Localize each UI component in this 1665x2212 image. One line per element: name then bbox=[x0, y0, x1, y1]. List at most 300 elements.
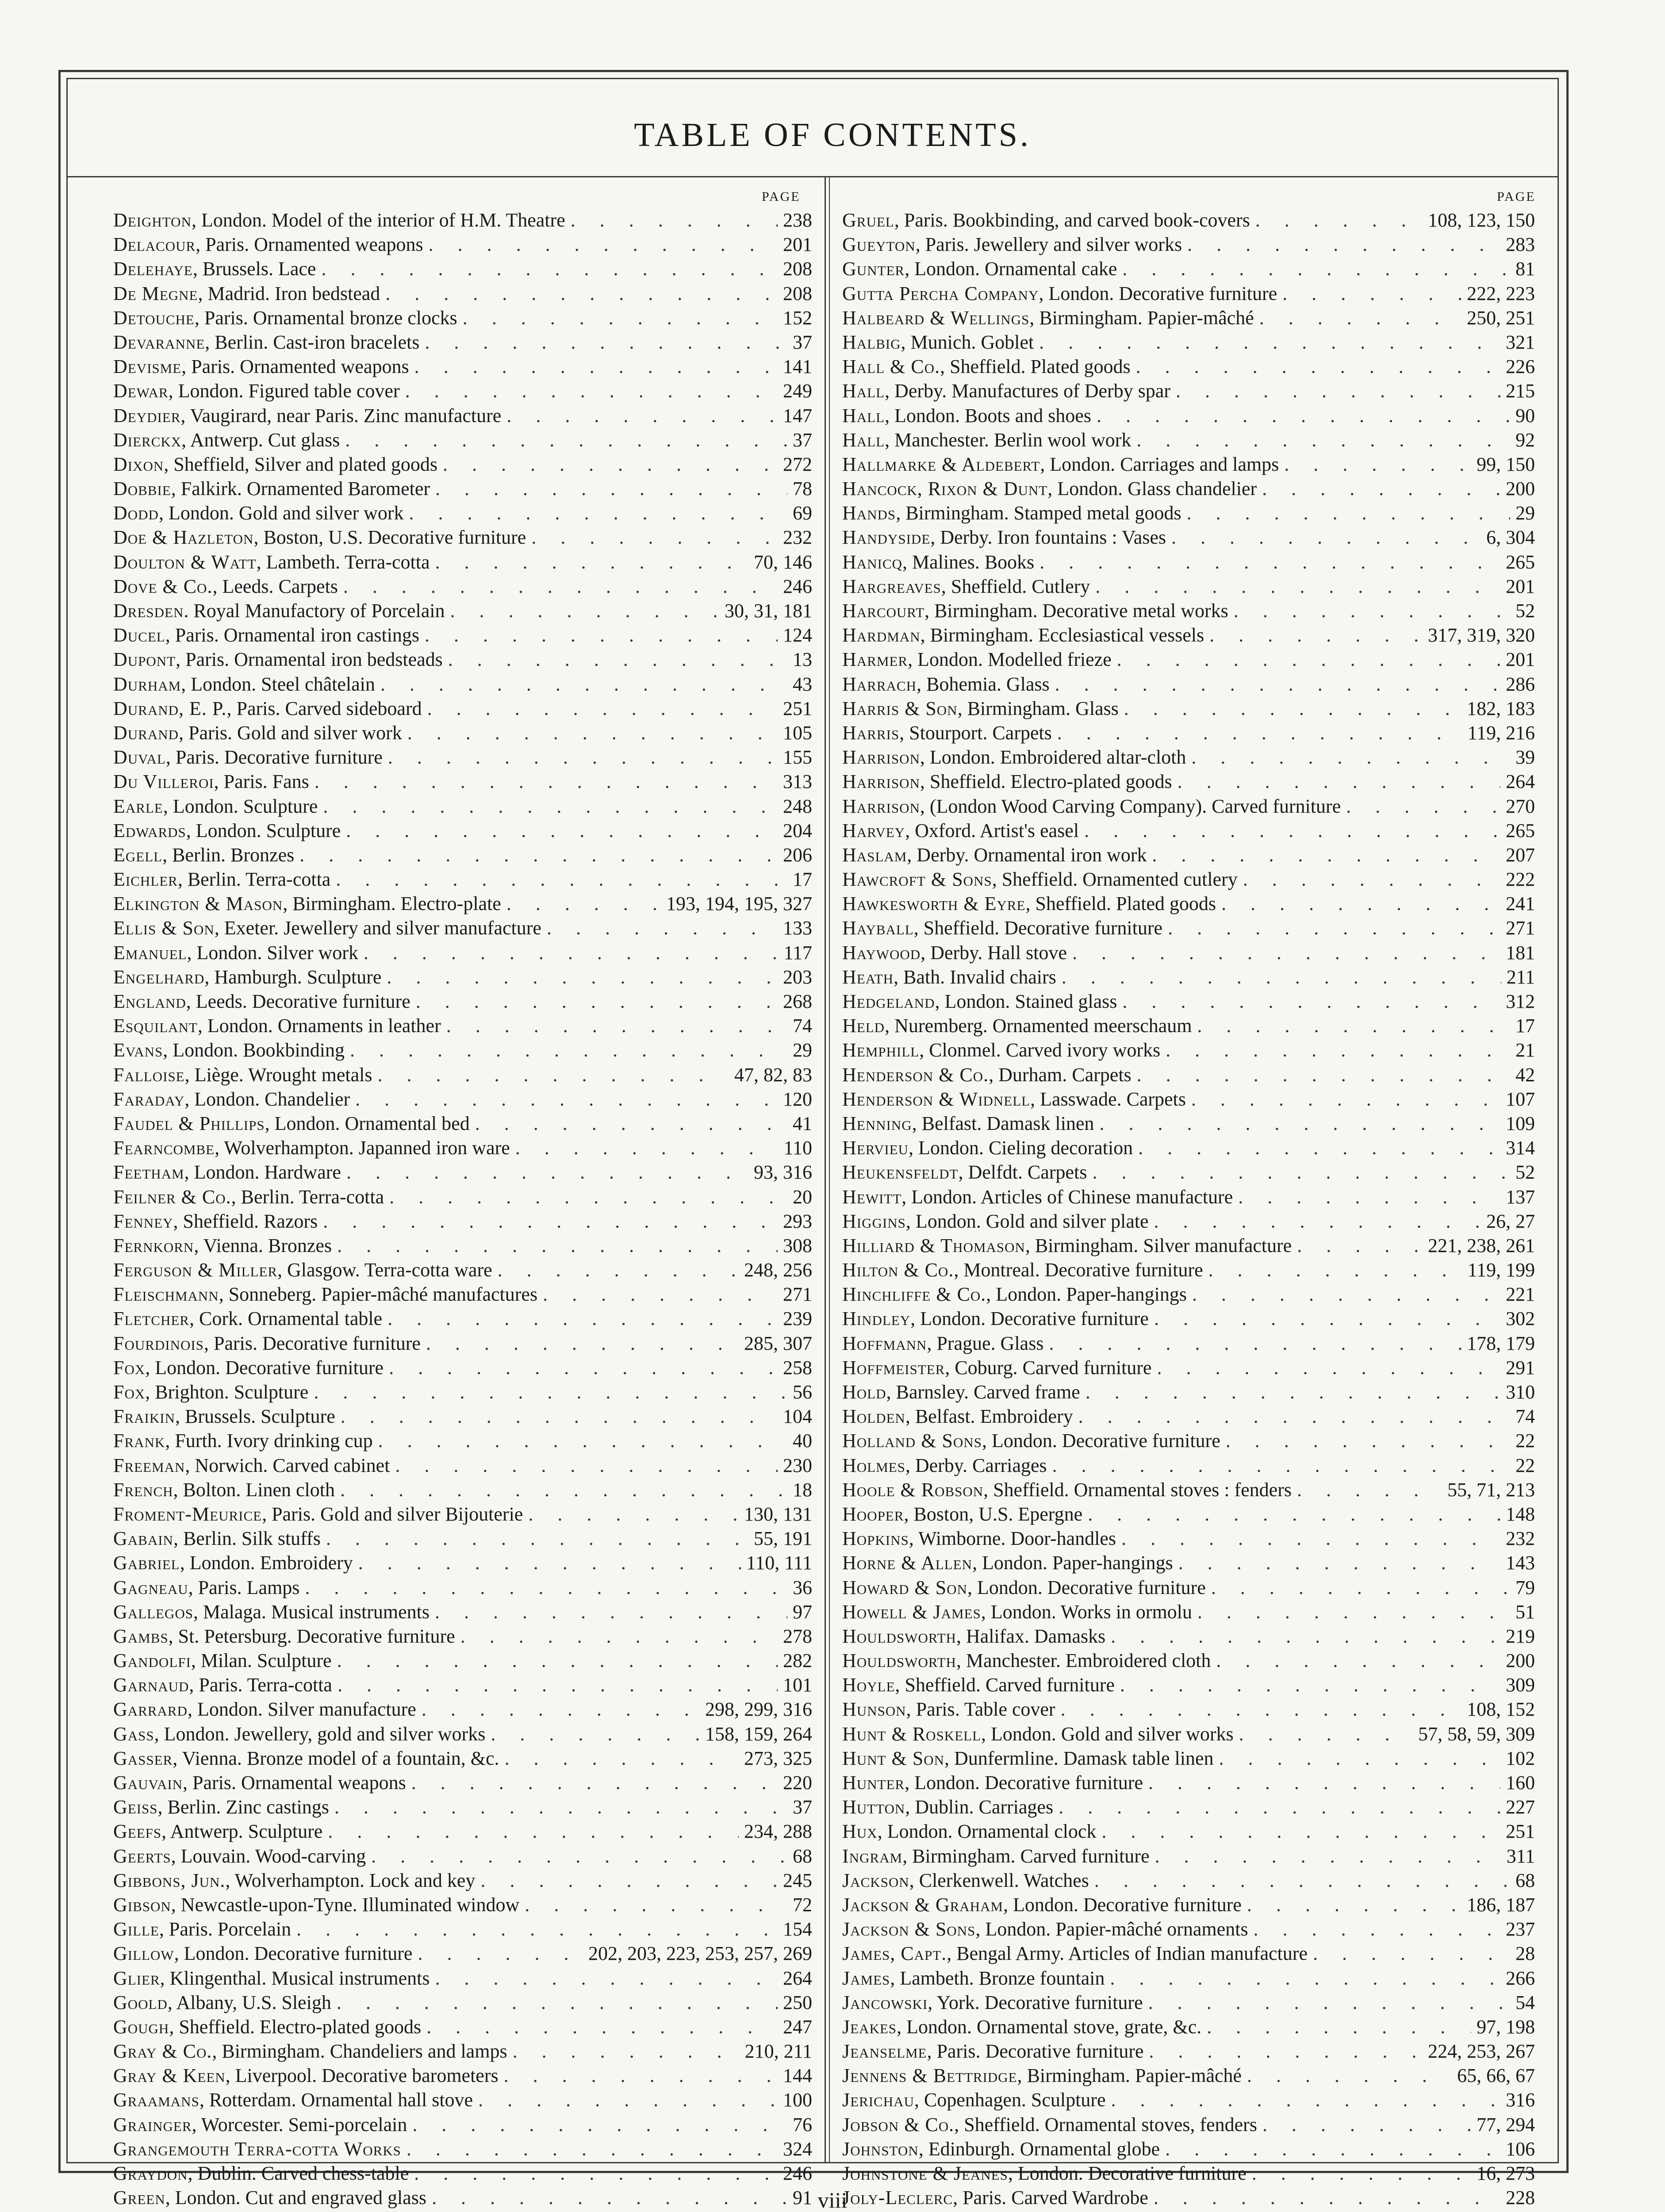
entry-pages: 258 bbox=[783, 1356, 812, 1379]
dot-leader bbox=[1078, 1404, 1510, 1429]
index-entry bbox=[113, 1233, 812, 1258]
index-entry bbox=[842, 989, 1535, 1014]
dot-leader bbox=[1259, 306, 1462, 330]
dot-leader bbox=[407, 721, 778, 745]
index-entry bbox=[113, 1209, 812, 1233]
index-entry bbox=[113, 232, 812, 257]
index-entry bbox=[113, 1185, 812, 1209]
index-entry bbox=[842, 1209, 1535, 1233]
entry-name: Hawcroft & Sons bbox=[842, 868, 992, 891]
dot-leader bbox=[1072, 941, 1500, 965]
index-entry bbox=[842, 1111, 1535, 1136]
entry-pages: 141 bbox=[783, 356, 812, 378]
entry-pages: 265 bbox=[1506, 819, 1535, 841]
dot-leader bbox=[531, 525, 778, 549]
index-entry bbox=[842, 257, 1535, 281]
dot-leader bbox=[299, 843, 778, 867]
entry-name: Hall bbox=[842, 429, 885, 451]
entry-pages: 22 bbox=[1515, 1430, 1535, 1452]
entry-name: Earle bbox=[113, 795, 163, 817]
dot-leader bbox=[1088, 1502, 1500, 1526]
entry-description: , Birmingham. Papier-mâché bbox=[1017, 2065, 1242, 2087]
entry-pages: 54 bbox=[1515, 1991, 1535, 2013]
index-entry bbox=[113, 1966, 812, 1990]
dot-leader bbox=[418, 1941, 583, 1966]
entry-description: , London. Decorative furniture bbox=[910, 1308, 1149, 1330]
dot-leader bbox=[389, 1185, 787, 1209]
entry-name: Haywood bbox=[842, 941, 921, 964]
entry-description: , Paris. Ornamental bronze clocks bbox=[194, 307, 457, 329]
index-entry bbox=[842, 1722, 1535, 1746]
entry-pages: 41 bbox=[793, 1112, 812, 1134]
entry-description: , London. Bookbinding bbox=[163, 1039, 345, 1061]
entry-pages: 193, 194, 195, 327 bbox=[666, 893, 812, 915]
entry-name: Gandolfi bbox=[113, 1650, 191, 1672]
entry-pages: 152 bbox=[783, 307, 812, 329]
entry-pages: 248 bbox=[783, 795, 812, 817]
entry-description: , Paris. Carved Wardrobe bbox=[953, 2187, 1148, 2209]
entry-description: , Birmingham. Silver manufacture bbox=[1025, 1234, 1292, 1256]
entry-description: , Copenhagen. Sculpture bbox=[914, 2089, 1106, 2111]
entry-name: Halbeard & Wellings bbox=[842, 307, 1030, 329]
index-entry bbox=[842, 1063, 1535, 1087]
dot-leader bbox=[341, 1404, 778, 1429]
dot-leader bbox=[475, 1111, 787, 1136]
entry-name: Eichler bbox=[113, 868, 178, 891]
entry-name: Glier bbox=[113, 1967, 160, 1989]
dot-leader bbox=[305, 1575, 787, 1600]
index-entry bbox=[113, 745, 812, 769]
entry-description: , Barnsley. Carved frame bbox=[886, 1381, 1080, 1403]
entry-pages: 97, 198 bbox=[1477, 2016, 1535, 2038]
index-entry bbox=[842, 1893, 1535, 1917]
entry-name: Hanicq bbox=[842, 551, 902, 573]
entry-pages: 316 bbox=[1506, 2089, 1535, 2111]
dot-leader bbox=[334, 1795, 787, 1819]
index-entry bbox=[842, 745, 1535, 769]
dot-leader bbox=[463, 306, 778, 330]
entry-pages: 47, 82, 83 bbox=[734, 1064, 812, 1086]
entry-pages: 28 bbox=[1515, 1943, 1535, 1965]
entry-pages: 264 bbox=[1506, 771, 1535, 793]
entry-description: , Paris. Fans bbox=[214, 771, 309, 793]
entry-name: Hoyle bbox=[842, 1674, 895, 1696]
entry-pages: 55, 191 bbox=[754, 1528, 812, 1550]
index-entry bbox=[842, 2161, 1535, 2185]
index-entry bbox=[842, 550, 1535, 574]
entry-description: , London. Decorative furniture bbox=[1008, 2162, 1247, 2184]
entry-name: Hutton bbox=[842, 1796, 905, 1818]
dot-leader bbox=[498, 1258, 739, 1282]
entry-name: Detouche bbox=[113, 307, 195, 329]
dot-leader bbox=[1255, 208, 1423, 232]
dot-leader bbox=[1191, 745, 1510, 769]
entry-pages: 206 bbox=[783, 844, 812, 866]
index-entry bbox=[842, 354, 1535, 379]
index-entry bbox=[113, 1160, 812, 1184]
entry-name: Harrison bbox=[842, 771, 920, 793]
dot-leader bbox=[460, 1624, 778, 1648]
entry-pages: 291 bbox=[1506, 1356, 1535, 1379]
entry-name: Jackson & Graham bbox=[842, 1893, 1003, 1916]
dot-leader bbox=[346, 818, 778, 843]
dot-leader bbox=[515, 1136, 779, 1160]
entry-name: Jeakes bbox=[842, 2016, 897, 2038]
dot-leader bbox=[1171, 525, 1481, 549]
dot-leader bbox=[1157, 1356, 1500, 1380]
index-entry bbox=[842, 379, 1535, 403]
index-entry bbox=[842, 941, 1535, 965]
index-entry bbox=[113, 647, 812, 672]
entry-name: Green bbox=[113, 2187, 165, 2209]
entry-name: Hall bbox=[842, 404, 885, 426]
entry-name: Gabriel bbox=[113, 1552, 180, 1574]
dot-leader bbox=[1136, 354, 1500, 379]
dot-leader bbox=[1111, 1624, 1500, 1648]
index-entry bbox=[113, 1575, 812, 1600]
dot-leader bbox=[416, 989, 778, 1014]
entry-name: Hooper bbox=[842, 1503, 904, 1525]
index-entry bbox=[113, 1038, 812, 1062]
entry-pages: 16, 273 bbox=[1477, 2162, 1535, 2184]
dot-leader bbox=[571, 208, 778, 232]
index-entry bbox=[113, 989, 812, 1014]
entry-pages: 226 bbox=[1506, 356, 1535, 378]
dot-leader bbox=[1120, 1673, 1500, 1697]
dot-leader bbox=[505, 1746, 739, 1770]
index-entry bbox=[842, 1966, 1535, 1990]
entry-name: Graamans bbox=[113, 2089, 199, 2111]
entry-name: Hunter bbox=[842, 1772, 905, 1793]
entry-pages: 283 bbox=[1506, 234, 1535, 256]
index-entry bbox=[113, 623, 812, 647]
dot-leader bbox=[1039, 330, 1500, 354]
dot-leader bbox=[1061, 1697, 1462, 1721]
entry-name: Gallegos bbox=[113, 1601, 193, 1623]
entry-pages: 37 bbox=[793, 331, 812, 353]
entry-description: , London. Ornamental clock bbox=[877, 1820, 1097, 1843]
index-entry bbox=[113, 330, 812, 354]
entry-pages: 247 bbox=[783, 2016, 812, 2038]
entry-name: Evans bbox=[113, 1039, 163, 1061]
entry-pages: 266 bbox=[1506, 1967, 1535, 1989]
dot-leader bbox=[388, 745, 778, 769]
entry-description: , Birmingham. Carved furniture bbox=[902, 1845, 1150, 1867]
entry-description: , Brussels. Sculpture bbox=[175, 1406, 335, 1428]
dot-leader bbox=[395, 1453, 778, 1478]
entry-pages: 6, 304 bbox=[1486, 526, 1535, 549]
entry-pages: 70, 146 bbox=[754, 551, 812, 573]
entry-description: , London. Carriages and lamps bbox=[1040, 453, 1279, 475]
entry-name: Hervieu bbox=[842, 1137, 909, 1159]
entry-pages: 20 bbox=[793, 1186, 812, 1208]
entry-name: Henderson & Widnell bbox=[842, 1088, 1030, 1110]
index-entry bbox=[842, 672, 1535, 696]
dot-leader bbox=[411, 1770, 778, 1795]
entry-description: , Vienna. Bronze model of a fountain, &c. bbox=[173, 1747, 499, 1769]
entry-pages: 101 bbox=[783, 1674, 812, 1696]
entry-pages: 29 bbox=[793, 1039, 812, 1061]
dot-leader bbox=[1208, 1258, 1462, 1282]
entry-name: Doe & Hazleton bbox=[113, 526, 254, 549]
entry-description: , York. Decorative furniture bbox=[928, 1991, 1143, 2013]
entry-description: , Hamburgh. Sculpture bbox=[204, 966, 382, 988]
index-entry bbox=[113, 1306, 812, 1331]
entry-description: , Sheffield. Plated goods bbox=[1025, 893, 1216, 915]
entry-name: Durham bbox=[113, 673, 181, 695]
entry-name: Harcourt bbox=[842, 600, 925, 622]
entry-name: Johnston bbox=[842, 2138, 919, 2160]
entry-name: Gray & Keen bbox=[113, 2065, 226, 2087]
index-entry bbox=[113, 941, 812, 965]
index-entry bbox=[113, 452, 812, 476]
entry-description: , Birmingham. Electro-plate bbox=[283, 893, 501, 915]
dot-leader bbox=[1137, 1063, 1510, 1087]
dot-leader bbox=[1149, 2039, 1423, 2063]
entry-name: Gambs bbox=[113, 1625, 169, 1647]
entry-pages: 117 bbox=[783, 941, 812, 964]
entry-name: Hold bbox=[842, 1381, 886, 1403]
entry-pages: 72 bbox=[793, 1893, 812, 1916]
entry-description: , Derby. Hall stove bbox=[921, 941, 1067, 964]
dot-leader bbox=[1148, 1990, 1511, 2015]
entry-name: Harrison bbox=[842, 746, 920, 768]
dot-leader bbox=[378, 1429, 787, 1453]
entry-description: , Clonmel. Carved ivory works bbox=[919, 1039, 1161, 1061]
dot-leader bbox=[345, 428, 787, 452]
index-entry bbox=[113, 1404, 812, 1429]
entry-name: Goold bbox=[113, 1991, 168, 2013]
entry-name: Hoole & Robson bbox=[842, 1479, 984, 1501]
index-entry bbox=[113, 891, 812, 916]
entry-pages: 158, 159, 264 bbox=[705, 1723, 812, 1745]
index-entry bbox=[113, 257, 812, 281]
index-entry bbox=[113, 1673, 812, 1697]
entry-pages: 37 bbox=[793, 429, 812, 451]
entry-pages: 232 bbox=[783, 526, 812, 549]
dot-leader bbox=[1197, 1014, 1510, 1038]
entry-name: Hargreaves bbox=[842, 575, 941, 597]
entry-pages: 143 bbox=[1506, 1552, 1535, 1574]
entry-description: , London. Boots and shoes bbox=[885, 404, 1091, 426]
entry-name: Gabain bbox=[113, 1528, 173, 1550]
dot-leader bbox=[1297, 1478, 1442, 1502]
entry-pages: 181 bbox=[1506, 941, 1535, 964]
entry-description: , (London Wood Carving Company). Carved furniture bbox=[920, 795, 1341, 817]
entry-name: Hallmarke & Aldebert bbox=[842, 453, 1040, 475]
entry-name: Dodd bbox=[113, 502, 159, 524]
index-entry bbox=[842, 1600, 1535, 1624]
entry-pages: 55, 71, 213 bbox=[1447, 1479, 1535, 1501]
entry-pages: 107 bbox=[1506, 1088, 1535, 1110]
entry-description: , Falkirk. Ornamented Barometer bbox=[171, 478, 430, 500]
entry-pages: 40 bbox=[793, 1430, 812, 1452]
entry-name: Hedgeland bbox=[842, 991, 935, 1012]
entry-name: Harris bbox=[842, 722, 900, 744]
entry-name: Fox bbox=[113, 1356, 146, 1379]
dot-leader bbox=[491, 1722, 700, 1746]
entry-description: , Sheffield. Electro-plated goods bbox=[920, 771, 1172, 793]
entry-description: , Paris. Porcelain bbox=[159, 1918, 292, 1940]
index-entry bbox=[113, 1941, 812, 1966]
entry-name: Jennens & Bettridge bbox=[842, 2065, 1017, 2087]
entry-pages: 78 bbox=[793, 478, 812, 500]
entry-description: , London. Decorative furniture bbox=[1039, 282, 1278, 304]
index-entry bbox=[113, 1282, 812, 1306]
dot-leader bbox=[1148, 1770, 1500, 1795]
index-entry bbox=[842, 1404, 1535, 1429]
entry-pages: 219 bbox=[1506, 1625, 1535, 1647]
entry-pages: 298, 299, 316 bbox=[705, 1698, 812, 1720]
entry-name: Hall bbox=[842, 380, 885, 402]
entry-name: Harvey bbox=[842, 819, 905, 841]
index-entry bbox=[113, 1478, 812, 1502]
entry-pages: 29 bbox=[1515, 502, 1535, 524]
entry-description: , London. Paper-hangings bbox=[972, 1552, 1173, 1574]
entry-pages: 200 bbox=[1506, 1650, 1535, 1672]
entry-description: , Sheffield. Plated goods bbox=[940, 356, 1131, 378]
entry-pages: 109 bbox=[1506, 1112, 1535, 1134]
dot-leader bbox=[426, 1331, 739, 1356]
index-entry bbox=[113, 1990, 812, 2015]
index-entry bbox=[113, 1648, 812, 1673]
entry-pages: 271 bbox=[783, 1283, 812, 1306]
dot-leader bbox=[387, 965, 778, 989]
dot-leader bbox=[380, 672, 787, 696]
page-column-header-right: PAGE bbox=[1497, 189, 1536, 204]
index-entry bbox=[842, 2015, 1535, 2039]
index-entry bbox=[113, 794, 812, 818]
entry-name: Harris & Son bbox=[842, 697, 958, 719]
entry-name: Dove & Co. bbox=[113, 575, 213, 597]
dot-leader bbox=[1211, 1575, 1510, 1600]
index-entry bbox=[842, 403, 1535, 428]
entry-pages: 249 bbox=[783, 380, 812, 402]
entry-pages: 246 bbox=[783, 2162, 812, 2184]
entry-pages: 90 bbox=[1515, 404, 1535, 426]
entry-description: , London. Decorative furniture bbox=[967, 1576, 1206, 1598]
index-entry bbox=[842, 1941, 1535, 1966]
index-column-left bbox=[113, 208, 812, 2209]
index-entry bbox=[113, 965, 812, 989]
entry-name: Holmes bbox=[842, 1454, 905, 1476]
dot-leader bbox=[1155, 1844, 1501, 1868]
index-entry bbox=[113, 2137, 812, 2161]
entry-pages: 272 bbox=[783, 453, 812, 475]
entry-name: Devaranne bbox=[113, 331, 205, 353]
index-entry bbox=[842, 794, 1535, 818]
index-entry bbox=[842, 1551, 1535, 1575]
dot-leader bbox=[1253, 1917, 1500, 1941]
entry-pages: 68 bbox=[1515, 1869, 1535, 1891]
dot-leader bbox=[525, 1893, 787, 1917]
entry-description: , Derby. Ornamental iron work bbox=[907, 844, 1147, 866]
entry-description: , St. Petersburg. Decorative furniture bbox=[168, 1625, 455, 1647]
dot-leader bbox=[378, 1063, 729, 1087]
index-entry bbox=[842, 1038, 1535, 1062]
index-entry bbox=[842, 1526, 1535, 1551]
index-entry bbox=[842, 769, 1535, 794]
dot-leader bbox=[343, 574, 778, 599]
entry-name: Gough bbox=[113, 2016, 169, 2038]
dot-leader bbox=[1099, 1111, 1500, 1136]
dot-leader bbox=[1186, 501, 1510, 525]
dot-leader bbox=[478, 2088, 778, 2112]
dot-leader bbox=[1062, 965, 1501, 989]
entry-name: Houldsworth bbox=[842, 1650, 956, 1672]
dot-leader bbox=[1346, 794, 1500, 818]
entry-pages: 302 bbox=[1506, 1308, 1535, 1330]
entry-name: Falloise bbox=[113, 1064, 185, 1086]
entry-description: , Bengal Army. Articles of Indian manufacture bbox=[947, 1943, 1308, 1965]
dot-leader bbox=[1154, 1209, 1481, 1233]
entry-description: , Wolverhampton. Lock and key bbox=[225, 1869, 476, 1891]
entry-description: , Paris. Gold and silver Bijouterie bbox=[262, 1503, 523, 1525]
entry-description: , Liège. Wrought metals bbox=[184, 1064, 372, 1086]
entry-pages: 39 bbox=[1515, 746, 1535, 768]
entry-name: Garrard bbox=[113, 1698, 188, 1720]
entry-pages: 227 bbox=[1506, 1796, 1535, 1818]
index-entry bbox=[842, 1478, 1535, 1502]
index-entry bbox=[113, 1600, 812, 1624]
dot-leader bbox=[1165, 2137, 1500, 2161]
index-entry bbox=[113, 379, 812, 403]
entry-description: , London. Modelled frieze bbox=[908, 649, 1112, 671]
entry-pages: 74 bbox=[1515, 1406, 1535, 1428]
index-entry bbox=[842, 1673, 1535, 1697]
entry-description: , London. Chandelier bbox=[184, 1088, 350, 1110]
dot-leader bbox=[1238, 1185, 1500, 1209]
dot-leader bbox=[528, 1502, 739, 1526]
index-entry bbox=[842, 1356, 1535, 1380]
entry-pages: 311 bbox=[1506, 1845, 1535, 1867]
dot-leader bbox=[1154, 1306, 1500, 1331]
entry-pages: 17 bbox=[793, 868, 812, 891]
entry-name: Grangemouth Terra-cotta Works bbox=[113, 2138, 401, 2160]
dot-leader bbox=[314, 1380, 787, 1404]
dot-leader bbox=[1297, 1233, 1423, 1258]
dot-leader bbox=[315, 769, 778, 794]
entry-description: , London. Cut and engraved glass bbox=[165, 2187, 426, 2209]
dot-leader bbox=[336, 867, 787, 891]
entry-name: Geefs bbox=[113, 1820, 162, 1843]
entry-description: , Belfast. Embroidery bbox=[905, 1406, 1073, 1428]
dot-leader bbox=[328, 1819, 739, 1843]
entry-description: , Berlin. Cast-iron bracelets bbox=[205, 331, 420, 353]
dot-leader bbox=[435, 476, 787, 501]
entry-description: , London. Figured table cover bbox=[168, 380, 400, 402]
entry-name: Gass bbox=[113, 1723, 154, 1745]
index-entry bbox=[113, 843, 812, 867]
entry-description: , Birmingham. Stamped metal goods bbox=[896, 502, 1182, 524]
entry-name: Jackson & Sons bbox=[842, 1918, 976, 1940]
dot-leader bbox=[1049, 1331, 1462, 1356]
entry-name: Dixon bbox=[113, 453, 164, 475]
index-entry bbox=[842, 1185, 1535, 1209]
entry-description: , Coburg. Carved furniture bbox=[945, 1356, 1152, 1379]
entry-name: Henderson & Co. bbox=[842, 1064, 989, 1086]
entry-name: Edwards bbox=[113, 819, 186, 841]
entry-name: Elkington & Mason bbox=[113, 893, 283, 915]
entry-name: Ellis & Son bbox=[113, 917, 215, 939]
entry-description: , Paris. Ornamental weapons bbox=[183, 1772, 406, 1793]
entry-pages: 271 bbox=[1506, 917, 1535, 939]
entry-pages: 37 bbox=[793, 1796, 812, 1818]
entry-name: Hancock, Rixon & Dunt bbox=[842, 478, 1048, 500]
entry-name: Gruel bbox=[842, 209, 894, 231]
entry-description: , Malaga. Musical instruments bbox=[193, 1601, 430, 1623]
entry-name: Holden bbox=[842, 1406, 905, 1428]
